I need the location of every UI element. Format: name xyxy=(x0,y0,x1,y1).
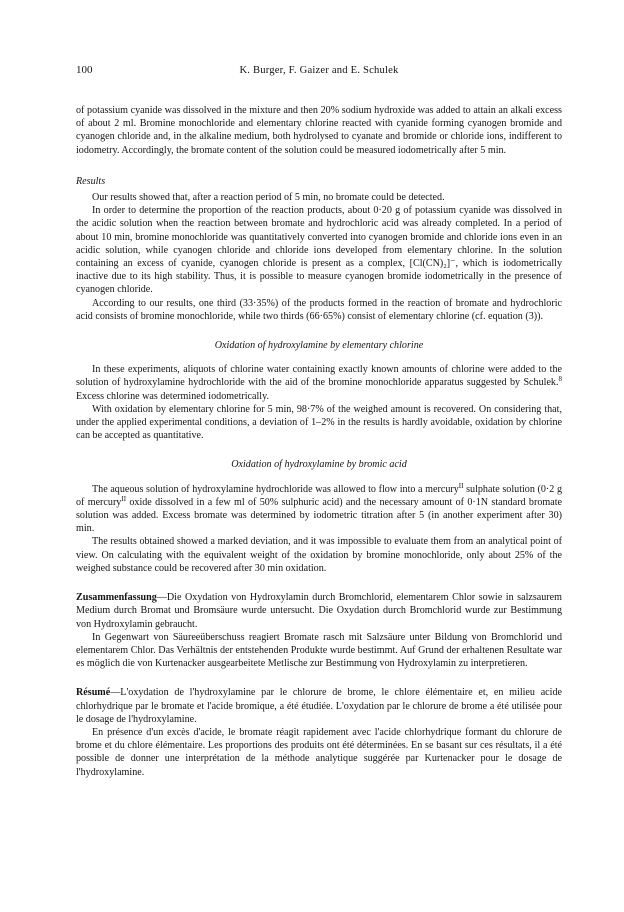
page-number: 100 xyxy=(76,64,93,76)
chlorine-paragraph-1 xyxy=(76,363,562,403)
intro-paragraph: of potassium cyanide was dissolved in the mixture and then 20% sodium hydroxide was added to attain an alkali excess of about 2 ml. Bromine monochloride and elementary chlorine reacted with cyanide forming cyanogen bromide and cyanogen chloride and, in the alkaline medium, both hydrolysed to cyanate and bromide or chloride ions, indifferent to iodometry. Accordingly, the bromate content of the solution could be measured iodometrically after 5 min. xyxy=(76,105,562,156)
french-summary-label: Résumé xyxy=(76,687,111,699)
french-summary-text: —L'oxydation de l'hydroxylamine par le chlorure de brome, le chlore élémentaire et, en milieu acide chlorhydrique par le bromate et l'acide bromique, a été étudiée. L'oxydation par le chlorure de brome a été utilisée pour le dosage de l'hydroxylamine. xyxy=(76,687,562,725)
results-paragraph-3: According to our results, one third (33·35%) of the products formed in the reaction of bromate and hydrochloric acid consists of bromine monochloride, while two thirds (66·65%) consist of elementary chlorine (cf. equation (3)). xyxy=(76,297,562,322)
chlorine-section-heading: Oxidation of hydroxylamine by elementary chlorine xyxy=(214,340,424,352)
chlorine-paragraph-2: With oxidation by elementary chlorine for 5 min, 98·7% of the weighed amount is recovered. On considering that, under the applied experimental conditions, a deviation of 1–2% in the results is hardly avoidable, oxidation by chlorine can be accepted as quantitative. xyxy=(76,403,562,442)
german-summary-paragraph-2: In Gegenwart von Säureeüberschuss reagiert Bromate rasch mit Salzsäure unter Bildung von Bromchlorid und elementarem Chlor. Das Verhältnis der entstehenden Produkte wurde bestimmt. Auf Grund der erhaltenen Resultate war es möglich die von Kurtenacker ausgearbeitete Metlische zur Bestimmung von Hydroxylamin zu interpretieren. xyxy=(76,631,562,670)
german-summary xyxy=(76,591,562,670)
chlorine-paragraph-1-text: In these experiments, aliquots of chlorine water containing exactly known amounts of chlorine were added to the solution of hydroxylamine hydrochloride with the aid of the bromine monochloride apparatus suggested by Schulek. xyxy=(76,364,562,389)
bromic-text-b: sulphate solution (0·2 g of mercury xyxy=(76,483,563,508)
bromic-text-c: oxide dissolved in a few ml of 50% sulphuric acid) and the necessary amount of 0·1N standard bromate solution was added. Excess bromate was determined by iodometric titration after 5 (in another experiment after 30) min. xyxy=(76,496,562,535)
running-head xyxy=(76,64,562,82)
results-paragraph-2: In order to determine the proportion of the reaction products, about 0·20 g of potassium cyanide was dissolved in the acidic solution when the reaction between bromate and hydrochloric acid was already completed. In a period of about 10 min, bromine monochloride was quantitatively converted into cyanogen bromide and chloride ions even in an acidic solution, while cyanogen chloride and chloride ions developed from elementary chlorine. In the solution containing an excess of cyanide, cyanogen chloride is present as a complex, [Cl(CN)₂]⁻, which is iodometrically inactive due to its high stability. Thus, it is possible to measure cyanogen bromide iodometrically in the presence of cyanogen chloride. xyxy=(76,205,562,296)
bromic-paragraph-2: The results obtained showed a marked deviation, and it was impossible to evaluate them from an analytical point of view. On calculating with the equivalent weight of the oxidation by bromine monochloride, only about 25% of the weighed substance could be recovered after 30 min oxidation. xyxy=(76,536,562,574)
french-summary xyxy=(76,686,562,778)
results-heading: Results xyxy=(76,175,106,187)
mercury-oxidation-state: II xyxy=(121,494,127,503)
results-paragraph-1: Our results showed that, after a reaction period of 5 min, no bromate could be detected. xyxy=(92,192,445,204)
running-head-authors: K. Burger, F. Gaizer and E. Schulek xyxy=(239,65,399,76)
bromic-paragraph-1 xyxy=(76,483,562,536)
bromic-section-heading: Oxidation of hydroxylamine by bromic acid xyxy=(231,459,407,471)
german-summary-text: —Die Oxydation von Hydroxylamin durch Bromchlorid, elementarem Chlor sowie in salzsaurem Medium durch Bromat und Bromsäure wurde untersucht. Die Oxydation durch Bromchlorid wurde zur Bestimmung von Hydroxylamin gebraucht. xyxy=(76,592,562,630)
german-summary-label: Zusammenfassung xyxy=(76,592,157,604)
german-summary-paragraph-1 xyxy=(76,591,562,631)
mercury-oxidation-state: II xyxy=(458,481,464,490)
french-summary-paragraph-2: En présence d'un excès d'acide, le bromate réagit rapidement avec l'acide chlorhydrique formant du chlorure de brome et du chlore élémentaire. Les proportions des produits ont été déterminées. En se basant sur ces résultats, il a été possible de donner une interprétation de la méthode analytique suggérée par Kurtenacker pour le dosage de l'hydroxylamine. xyxy=(76,726,562,778)
chlorine-paragraph-1-tail: Excess chlorine was determined iodometrically. xyxy=(76,390,270,402)
french-summary-paragraph-1 xyxy=(76,686,562,726)
reference-mark: 8 xyxy=(558,375,562,384)
bromic-text-a: The aqueous solution of hydroxylamine hydrochloride was allowed to flow into a mercury xyxy=(92,483,459,495)
